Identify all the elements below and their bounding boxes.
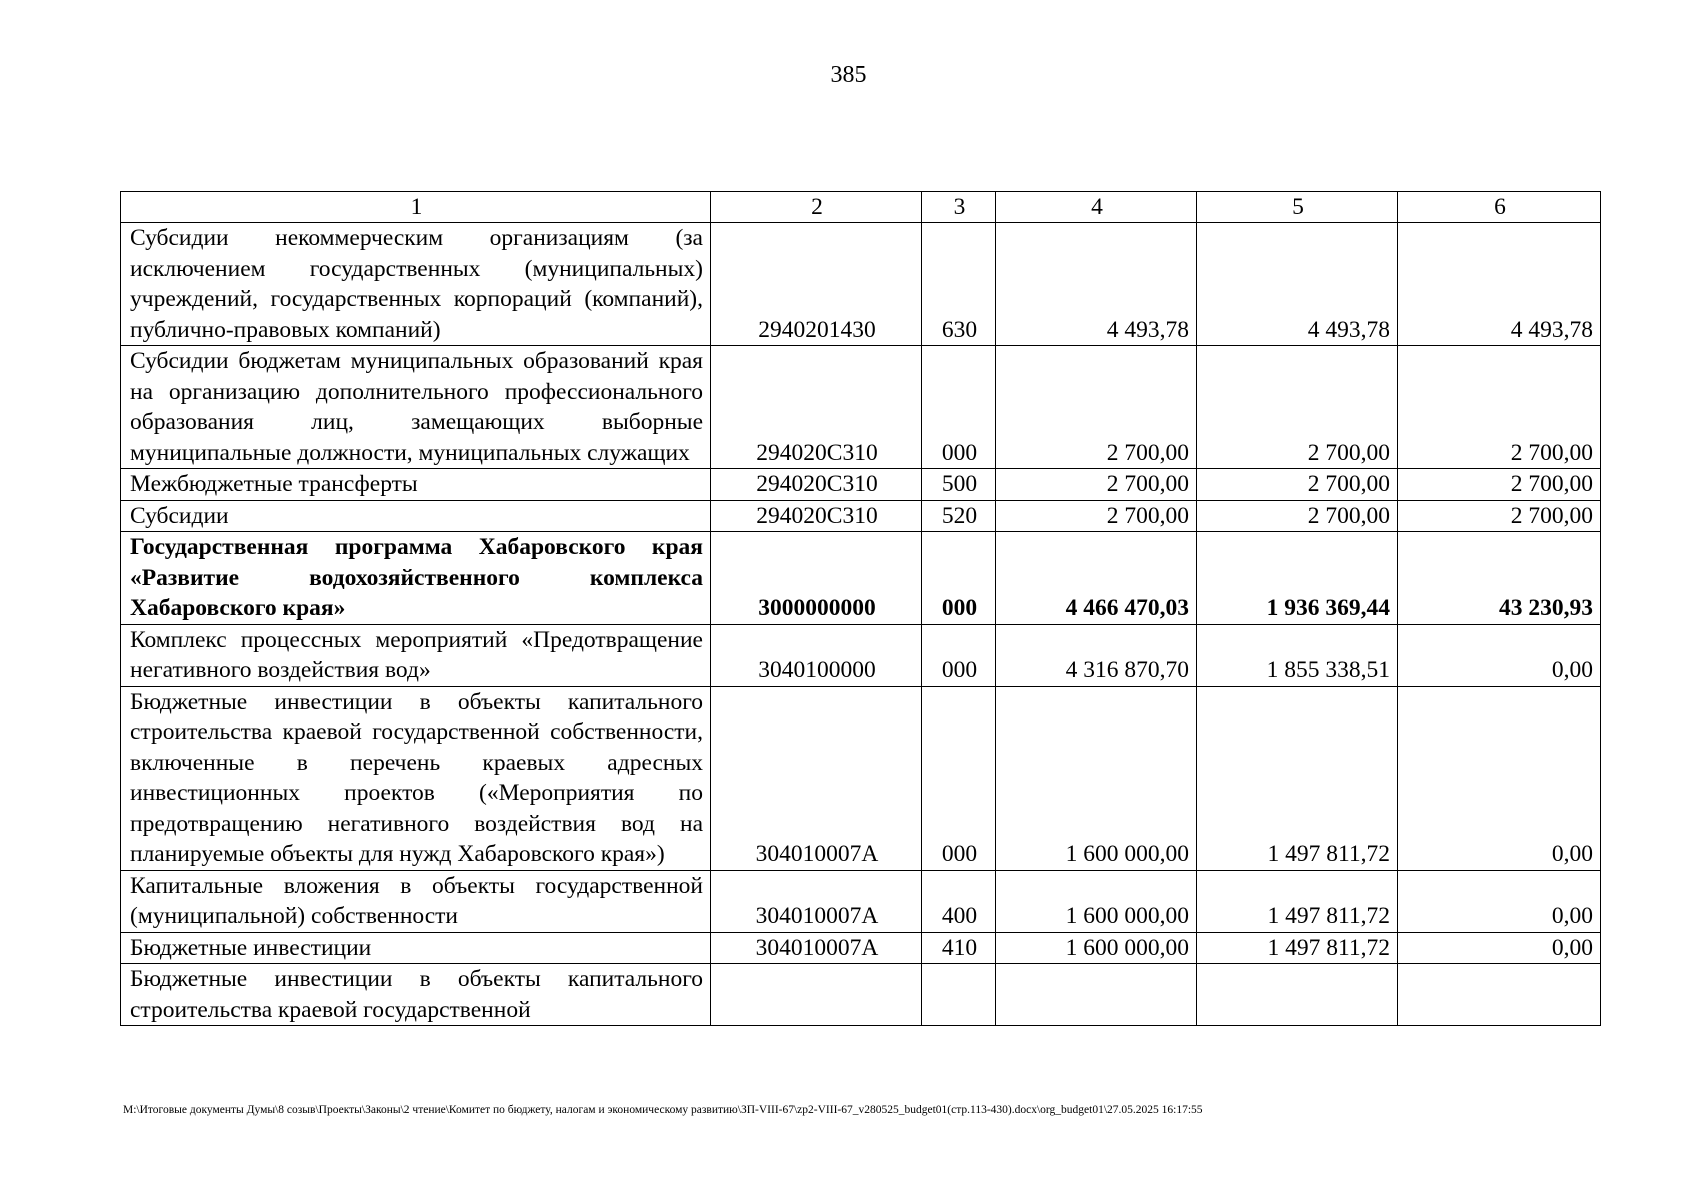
- table-row: [121, 686, 1601, 870]
- table-row: [121, 932, 1601, 964]
- column-header-5: 5: [1197, 192, 1398, 223]
- target-code-cell: 304010007А: [711, 932, 922, 964]
- amount-col6-cell: 2 700,00: [1398, 469, 1601, 501]
- expense-type-cell: 500: [922, 469, 996, 501]
- amount-col4-cell: 2 700,00: [996, 469, 1197, 501]
- amount-col6-cell: 2 700,00: [1398, 346, 1601, 469]
- amount-col6-cell: 43 230,93: [1398, 532, 1601, 625]
- table-row: [121, 870, 1601, 932]
- table-row: [121, 532, 1601, 625]
- amount-col5-cell: 2 700,00: [1197, 469, 1398, 501]
- target-code-cell: 294020С310: [711, 469, 922, 501]
- expense-type-cell: 000: [922, 624, 996, 686]
- amount-col5-cell: 2 700,00: [1197, 346, 1398, 469]
- amount-col5-cell: 1 497 811,72: [1197, 686, 1398, 870]
- target-code-cell: 294020С310: [711, 346, 922, 469]
- amount-col4-cell: 4 466 470,03: [996, 532, 1197, 625]
- amount-col5-cell: 1 936 369,44: [1197, 532, 1398, 625]
- amount-col5-cell: 1 497 811,72: [1197, 870, 1398, 932]
- column-header-4: 4: [996, 192, 1197, 223]
- amount-col4-cell: 1 600 000,00: [996, 870, 1197, 932]
- amount-col6-cell: 0,00: [1398, 624, 1601, 686]
- column-header-6: 6: [1398, 192, 1601, 223]
- target-code-cell: 304010007А: [711, 686, 922, 870]
- expense-type-cell: 630: [922, 223, 996, 346]
- table-row: [121, 624, 1601, 686]
- target-code-cell: 3040100000: [711, 624, 922, 686]
- page-number: 385: [830, 62, 867, 88]
- amount-col5-cell: 2 700,00: [1197, 500, 1398, 532]
- amount-col5-cell: 1 497 811,72: [1197, 932, 1398, 964]
- row-name-cell: Капитальные вложения в объекты государственной (муниципальной) собственности: [121, 870, 711, 932]
- expense-type-cell: 000: [922, 686, 996, 870]
- amount-col5-cell: [1197, 964, 1398, 1026]
- file-path-footer: M:\Итоговые документы Думы\8 созыв\Проекты\Законы\2 чтение\Комитет по бюджету, налогам и экономическому развитию\ЗП-VIII-67\zp2-VIII-67_v280525_budget01(стр.113-430).docx\org_budget01\27.05.2025 16:17:55: [123, 1104, 1203, 1116]
- column-header-2: 2: [711, 192, 922, 223]
- row-name-cell: Бюджетные инвестиции: [121, 932, 711, 964]
- amount-col5-cell: 1 855 338,51: [1197, 624, 1398, 686]
- expense-type-cell: 410: [922, 932, 996, 964]
- amount-col6-cell: [1398, 964, 1601, 1026]
- header-row: [121, 192, 1601, 223]
- amount-col4-cell: 2 700,00: [996, 346, 1197, 469]
- amount-col4-cell: 4 316 870,70: [996, 624, 1197, 686]
- amount-col4-cell: 4 493,78: [996, 223, 1197, 346]
- expense-type-cell: 520: [922, 500, 996, 532]
- amount-col6-cell: 0,00: [1398, 932, 1601, 964]
- table-row: [121, 469, 1601, 501]
- expense-type-cell: 000: [922, 346, 996, 469]
- column-header-1: 1: [121, 192, 711, 223]
- amount-col6-cell: 4 493,78: [1398, 223, 1601, 346]
- row-name-cell: Субсидии бюджетам муниципальных образований края на организацию дополнительного профессионального образования лиц, замещающих выборные муниципальные должности, муниципальных служащих: [121, 346, 711, 469]
- budget-table: [120, 191, 1601, 1026]
- target-code-cell: 294020С310: [711, 500, 922, 532]
- row-name-cell: Субсидии: [121, 500, 711, 532]
- expense-type-cell: 000: [922, 532, 996, 625]
- row-name-cell: Субсидии некоммерческим организациям (за исключением государственных (муниципальных) учреждений, государственных корпораций (компаний), публично-правовых компаний): [121, 223, 711, 346]
- table-row: [121, 223, 1601, 346]
- row-name-cell: Межбюджетные трансферты: [121, 469, 711, 501]
- amount-col6-cell: 0,00: [1398, 870, 1601, 932]
- amount-col4-cell: 1 600 000,00: [996, 932, 1197, 964]
- amount-col4-cell: 2 700,00: [996, 500, 1197, 532]
- column-header-3: 3: [922, 192, 996, 223]
- row-name-cell: Бюджетные инвестиции в объекты капитального строительства краевой государственной собственности, включенные в перечень краевых адресных инвестиционных проектов («Мероприятия по предотвращению негативного воздействия вод на планируемые объекты для нужд Хабаровского края»): [121, 686, 711, 870]
- row-name-cell: Бюджетные инвестиции в объекты капитального строительства краевой государственной: [121, 964, 711, 1026]
- table-row: [121, 964, 1601, 1026]
- target-code-cell: 2940201430: [711, 223, 922, 346]
- expense-type-cell: [922, 964, 996, 1026]
- amount-col5-cell: 4 493,78: [1197, 223, 1398, 346]
- amount-col6-cell: 0,00: [1398, 686, 1601, 870]
- amount-col4-cell: [996, 964, 1197, 1026]
- row-name-cell: Государственная программа Хабаровского края «Развитие водохозяйственного комплекса Хабаровского края»: [121, 532, 711, 625]
- target-code-cell: [711, 964, 922, 1026]
- target-code-cell: 304010007А: [711, 870, 922, 932]
- target-code-cell: 3000000000: [711, 532, 922, 625]
- table-row: [121, 346, 1601, 469]
- table-body: [121, 223, 1601, 1026]
- expense-type-cell: 400: [922, 870, 996, 932]
- amount-col6-cell: 2 700,00: [1398, 500, 1601, 532]
- table-row: [121, 500, 1601, 532]
- row-name-cell: Комплекс процессных мероприятий «Предотвращение негативного воздействия вод»: [121, 624, 711, 686]
- amount-col4-cell: 1 600 000,00: [996, 686, 1197, 870]
